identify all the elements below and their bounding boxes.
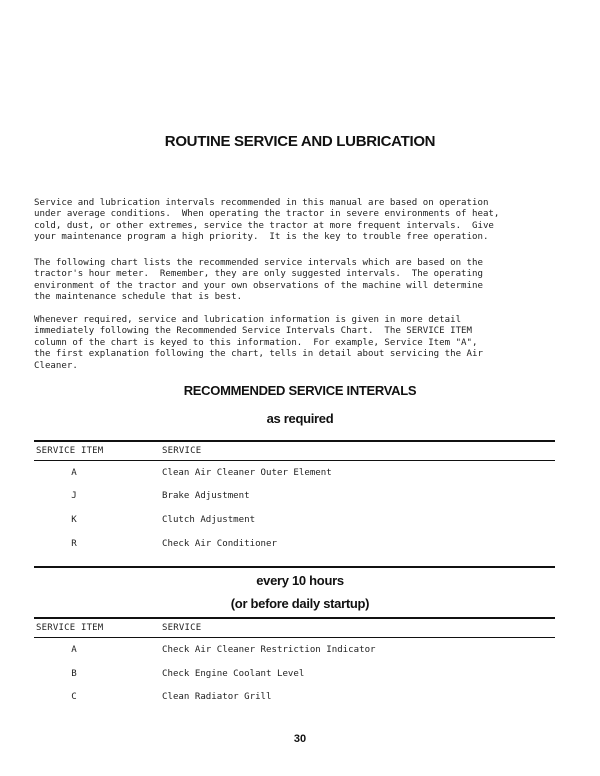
page-title: ROUTINE SERVICE AND LUBRICATION (164, 133, 436, 150)
table-row (34, 468, 555, 482)
table-row (34, 491, 555, 505)
service-description: Clean Radiator Grill (162, 692, 272, 702)
service-item-code: J (71, 491, 77, 501)
service-item-code: K (71, 515, 77, 525)
section-subheading-daily-startup: (or before daily startup) (230, 596, 370, 611)
table-top-rule (34, 440, 555, 442)
section-heading-as-required: as required (266, 411, 334, 426)
column-header-service-item: SERVICE ITEM (36, 446, 104, 456)
service-description: Check Air Conditioner (162, 539, 277, 549)
page-number: 30 (293, 733, 307, 745)
section-heading-every-10-hours: every 10 hours (256, 573, 344, 588)
service-item-code: A (71, 645, 77, 655)
service-description: Clutch Adjustment (162, 515, 256, 525)
service-item-code: C (71, 692, 77, 702)
header-rule (34, 637, 555, 638)
table-row (34, 669, 555, 683)
table-row (34, 515, 555, 529)
column-header-service: SERVICE (162, 446, 202, 456)
column-header-service-item: SERVICE ITEM (36, 623, 104, 633)
table-row (34, 692, 555, 706)
chart-heading: RECOMMENDED SERVICE INTERVALS (183, 383, 417, 398)
service-description: Clean Air Cleaner Outer Element (162, 468, 332, 478)
service-item-code: B (71, 669, 77, 679)
header-rule (34, 460, 555, 461)
service-detail-paragraph: Whenever required, service and lubrication information is given in more detail immediately following the Recommended Service Intervals Chart. The SERVICE ITEM column of the chart is keyed to this information. For example, Service Item "A", the first explanation following the chart, tells in detail about servicing the Air Cleaner. (34, 315, 483, 371)
chart-explanation-paragraph: The following chart lists the recommended service intervals which are based on the tractor's hour meter. Remember, they are only suggested intervals. The operating environment of the tractor and your own observations of the machine will determine the maintenance schedule that is best. (34, 258, 483, 303)
table-bottom-rule (34, 566, 555, 568)
column-header-service: SERVICE (162, 623, 202, 633)
service-description: Check Air Cleaner Restriction Indicator (162, 645, 376, 655)
service-description: Check Engine Coolant Level (162, 669, 305, 679)
table-top-rule (34, 617, 555, 619)
table-row (34, 645, 555, 659)
table-row (34, 539, 555, 553)
service-item-code: R (71, 539, 77, 549)
intro-paragraph: Service and lubrication intervals recommended in this manual are based on operation under average conditions. When operating the tractor in severe environments of heat, cold, dust, or other extremes, service the tractor at more frequent intervals. Give your maintenance program a high priority. It is the key to trouble free operation. (34, 198, 500, 243)
service-item-code: A (71, 468, 77, 478)
service-description: Brake Adjustment (162, 491, 250, 501)
